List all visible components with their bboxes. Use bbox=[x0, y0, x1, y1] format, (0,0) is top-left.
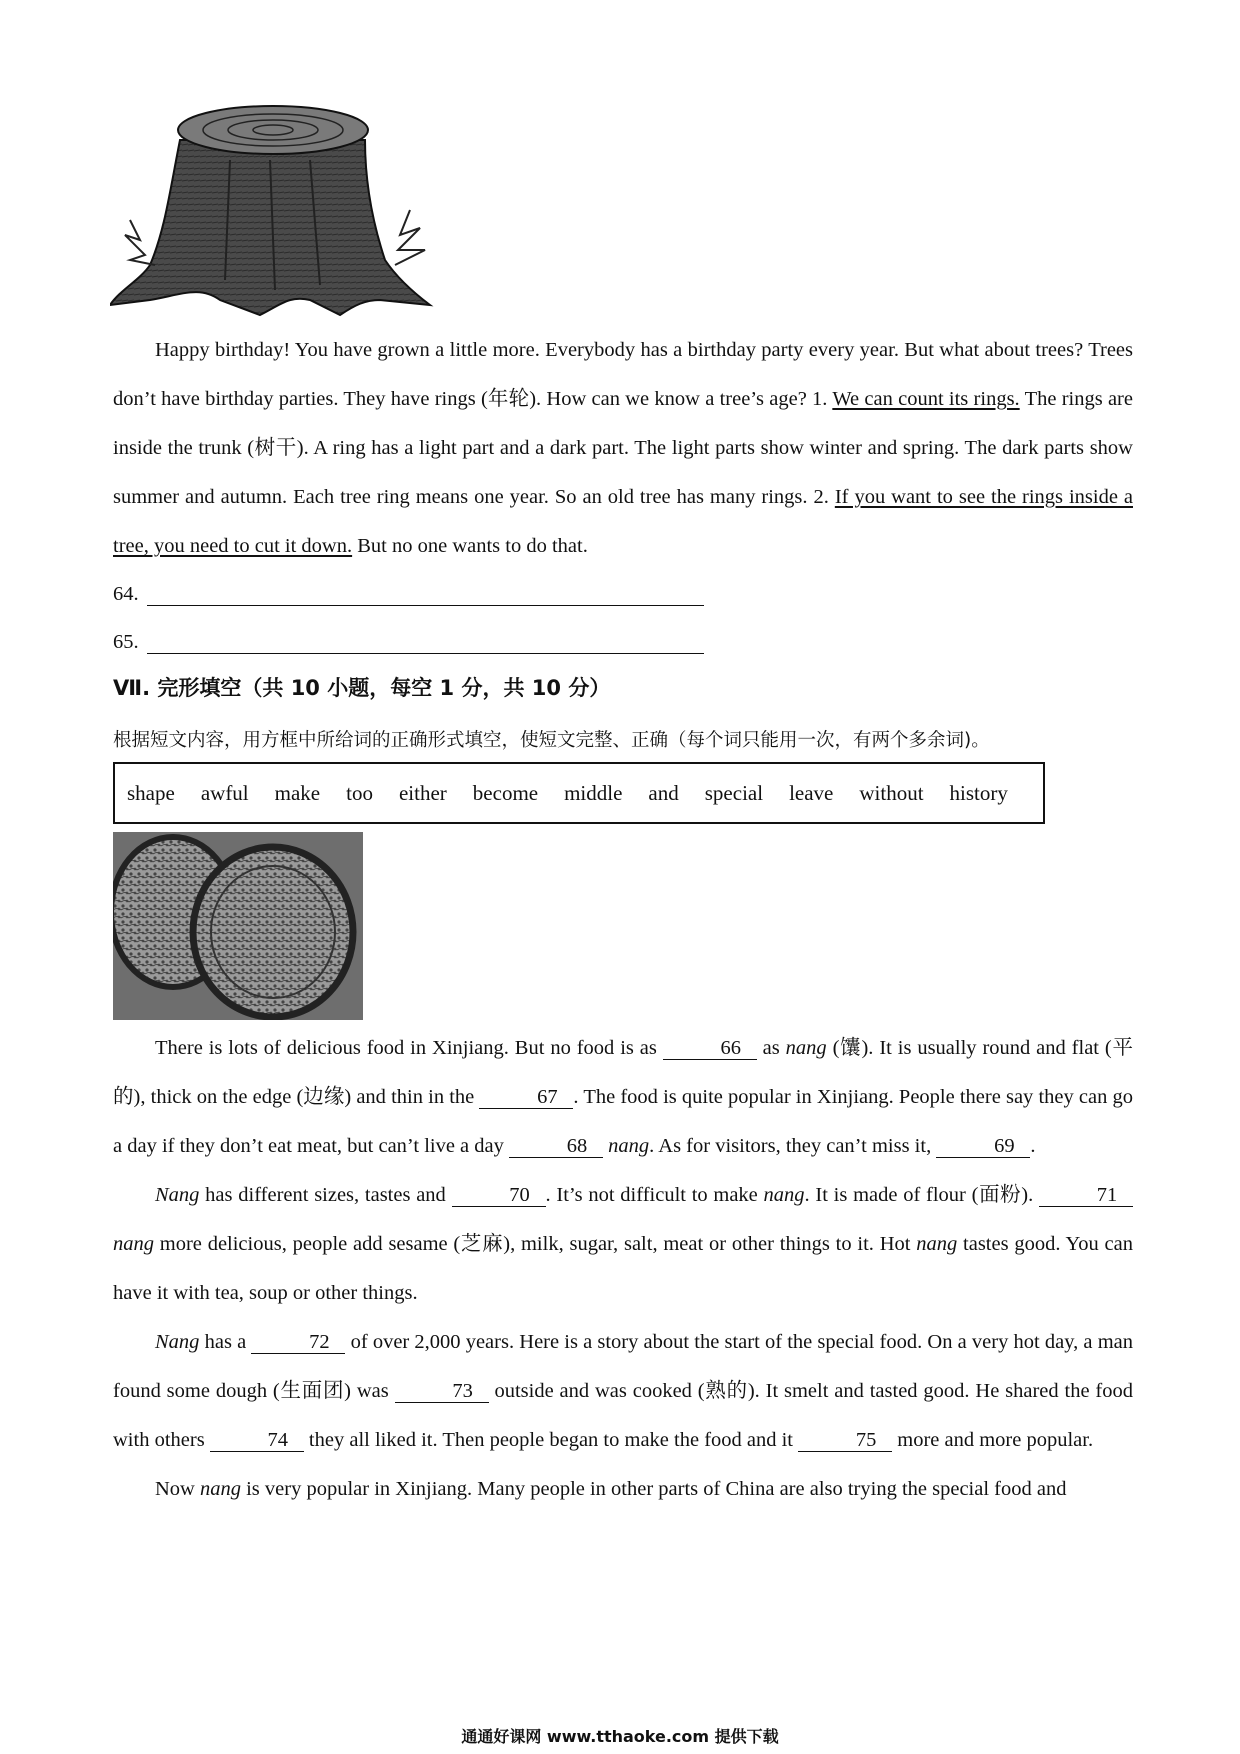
passage-text: has a bbox=[199, 1331, 252, 1353]
blank-70[interactable]: 70 bbox=[452, 1184, 546, 1207]
italic-word: nang bbox=[199, 1478, 241, 1500]
passage-text: Now bbox=[155, 1478, 200, 1500]
passage-text: . It’s not difficult to make bbox=[545, 1184, 764, 1206]
answer-line-65[interactable] bbox=[113, 624, 704, 654]
question-number: 64. bbox=[113, 583, 139, 605]
passage-text: Happy birthday! You have grown a little more. Everybody has a birthday party every year. But what about trees? Trees don’t have birthday parties. They have rings (年轮). How can we know a tree’s age? 1. bbox=[113, 339, 1133, 410]
passage-text: But no one wants to do that. bbox=[352, 535, 588, 557]
paragraph-1 bbox=[113, 1024, 1133, 1171]
word-option: make bbox=[274, 780, 321, 805]
tree-stump-image bbox=[110, 100, 480, 320]
answer-blank[interactable] bbox=[147, 631, 704, 654]
passage-text: more delicious, people add sesame (芝麻), milk, sugar, salt, meat or other things to it. Hot bbox=[154, 1233, 917, 1255]
word-option: either bbox=[398, 780, 447, 805]
blank-73[interactable]: 73 bbox=[395, 1380, 489, 1403]
italic-word: nang bbox=[785, 1037, 827, 1059]
paragraph-2 bbox=[113, 1171, 1133, 1318]
passage-text: they all liked it. Then people began to make the food and it bbox=[303, 1429, 799, 1451]
blank-72[interactable]: 72 bbox=[251, 1331, 345, 1354]
blank-66[interactable]: 66 bbox=[663, 1037, 757, 1060]
underlined-sentence-2: If you want to see the rings inside a tree, you need to cut it down. bbox=[113, 486, 1133, 557]
passage-text: The rings are inside the trunk (树干). A ring has a light part and a dark part. The light parts show winter and spring. The dark parts show summer and autumn. Each tree ring means one year. So an old tree has many rings. 2. bbox=[113, 388, 1133, 508]
page-footer: 通通好课网 www.tthaoke.com 提供下载 bbox=[461, 1727, 779, 1746]
blank-71[interactable]: 71 bbox=[1039, 1184, 1133, 1207]
paragraph-3 bbox=[113, 1318, 1133, 1465]
word-box bbox=[113, 762, 1045, 824]
passage-text: (馕). It is usually round and flat (平的), thick on the edge (边缘) and thin in the bbox=[113, 1037, 1134, 1108]
passage-text: outside and was cooked (熟的). It smelt and tasted good. He shared the food with others bbox=[113, 1380, 1133, 1451]
blank-74[interactable]: 74 bbox=[210, 1429, 304, 1452]
word-option: too bbox=[346, 780, 373, 805]
passage-text: There is lots of delicious food in Xinjiang. But no food is as bbox=[155, 1037, 663, 1059]
answer-blank[interactable] bbox=[147, 583, 704, 606]
paragraph-4 bbox=[113, 1465, 1133, 1514]
section-heading: Ⅶ. 完形填空（共 10 小题，每空 1 分，共 10 分） bbox=[113, 676, 611, 700]
word-option: become bbox=[472, 780, 539, 805]
passage-text: . It is made of flour (面粉). bbox=[804, 1184, 1039, 1206]
blank-69[interactable]: 69 bbox=[936, 1135, 1030, 1158]
answer-line-64[interactable] bbox=[113, 576, 704, 606]
passage-text: . The food is quite popular in Xinjiang. People there say they can go a day if they don’t eat meat, but can’t live a day bbox=[113, 1086, 1133, 1157]
word-option: history bbox=[949, 780, 1008, 805]
section-instruction: 根据短文内容，用方框中所给词的正确形式填空，使短文完整、正确（每个词只能用一次，有两个多余词)。 bbox=[113, 730, 990, 751]
underlined-sentence-1: We can count its rings. bbox=[832, 388, 1020, 410]
passage-text: is very popular in Xinjiang. Many people in other parts of China are also trying the special food and bbox=[240, 1478, 1067, 1500]
word-option: awful bbox=[200, 780, 249, 805]
passage-text: . As for visitors, they can’t miss it, bbox=[649, 1135, 937, 1157]
blank-75[interactable]: 75 bbox=[798, 1429, 892, 1452]
italic-word: nang bbox=[608, 1135, 650, 1157]
passage-text: . bbox=[1030, 1135, 1036, 1157]
word-option: special bbox=[704, 780, 764, 805]
nang-bread-image bbox=[113, 832, 363, 1020]
passage-text: tastes good. You can have it with tea, soup or other things. bbox=[113, 1233, 1134, 1304]
passage-text: more and more popular. bbox=[892, 1429, 1094, 1451]
passage-nang bbox=[113, 1024, 1133, 1514]
italic-word: Nang bbox=[155, 1331, 200, 1353]
question-number: 65. bbox=[113, 631, 139, 653]
word-option: and bbox=[648, 780, 679, 805]
passage-text: has different sizes, tastes and bbox=[199, 1184, 452, 1206]
italic-word: nang bbox=[916, 1233, 958, 1255]
passage-text: as bbox=[756, 1037, 786, 1059]
italic-word: Nang bbox=[155, 1184, 200, 1206]
word-option: leave bbox=[789, 780, 834, 805]
blank-67[interactable]: 67 bbox=[479, 1086, 573, 1109]
italic-word: nang bbox=[113, 1233, 154, 1255]
passage-text: of over 2,000 years. Here is a story about the start of the special food. On a very hot day, a man found some dough (生面团) was bbox=[113, 1331, 1133, 1402]
blank-68[interactable]: 68 bbox=[509, 1135, 603, 1158]
italic-word: nang bbox=[763, 1184, 805, 1206]
word-option: shape bbox=[127, 780, 175, 805]
word-option: middle bbox=[564, 780, 623, 805]
word-option: without bbox=[859, 780, 924, 805]
passage-tree-rings bbox=[113, 326, 1133, 571]
